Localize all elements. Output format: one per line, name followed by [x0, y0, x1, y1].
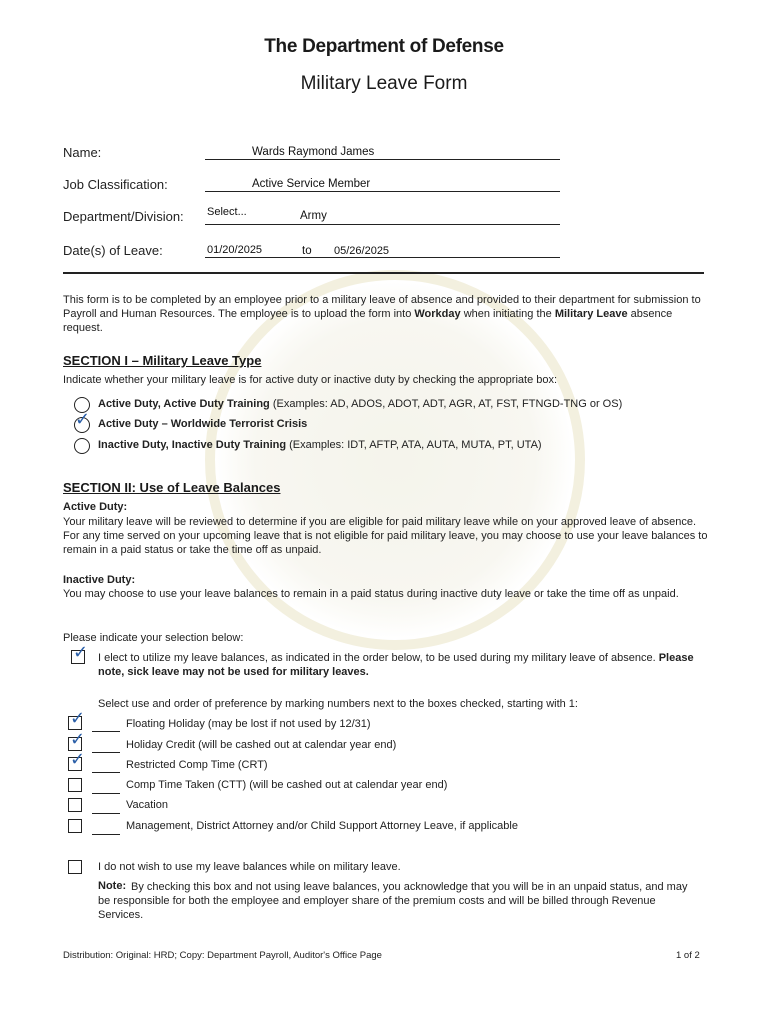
dates-field-line	[205, 257, 560, 258]
note-label: Note:	[98, 880, 127, 892]
section1-heading: SECTION I – Military Leave Type	[63, 353, 262, 368]
name-label: Name:	[63, 145, 102, 160]
header-divider	[63, 272, 704, 274]
section2-heading: SECTION II: Use of Leave Balances	[63, 480, 281, 495]
vacation-order[interactable]	[92, 813, 120, 814]
date-to-field[interactable]: 05/26/2025	[334, 245, 390, 257]
dates-label: Date(s) of Leave:	[63, 243, 163, 258]
vacation-checkbox[interactable]	[68, 798, 82, 812]
date-from-field[interactable]: 01/20/2025	[207, 244, 263, 256]
no-leave-balances-text: I do not wish to use my leave balances while on military leave.	[98, 861, 401, 873]
management-leave-order[interactable]	[92, 834, 120, 835]
checkmark-icon: ✓	[70, 749, 86, 770]
footer-page-number: 1 of 2	[676, 950, 700, 961]
restricted-comp-time-label: Restricted Comp Time (CRT)	[126, 759, 268, 771]
job-field-line	[205, 191, 560, 192]
management-leave-label: Management, District Attorney and/or Child Support Attorney Leave, if applicable	[126, 820, 518, 832]
job-label: Job Classification:	[63, 177, 168, 192]
department-label: Department/Division:	[63, 209, 184, 224]
holiday-credit-label: Holiday Credit (will be cashed out at calendar year end)	[126, 739, 397, 751]
no-leave-balances-checkbox[interactable]	[68, 860, 82, 874]
department-value[interactable]: Army	[300, 210, 327, 222]
select-use-instruction: Select use and order of preference by marking numbers next to the boxes checked, starting with 1:	[98, 698, 578, 710]
inactive-duty-text: You may choose to use your leave balances to remain in a paid status during inactive duty leave or take the time off as unpaid.	[63, 588, 679, 600]
checkmark-icon: ✓	[75, 409, 91, 430]
name-field[interactable]: Wards Raymond James	[252, 146, 375, 158]
checkmark-icon: ✓	[73, 642, 89, 663]
section1-instruction: Indicate whether your military leave is for active duty or inactive duty by checking the appropriate box:	[63, 374, 558, 386]
active-duty-text: Your military leave will be reviewed to determine if you are eligible for paid military leave while on your approved leave of absence. For any time served on your upcoming leave that is not eligible for paid military leave, you may choose to use your leave balances to remain in a paid status or take the time off as unpaid.	[63, 516, 708, 556]
form-title: Military Leave Form	[300, 73, 468, 94]
checkmark-icon: ✓	[70, 708, 86, 729]
radio-inactive-duty-training[interactable]	[74, 438, 90, 454]
footer-distribution: Distribution: Original: HRD; Copy: Department Payroll, Auditor's Office Page	[63, 950, 382, 961]
intro-paragraph: This form is to be completed by an employee prior to a military leave of absence and provided to their department for submission to Payroll and Human Resources. The employee is to upload the form into Workday when initiating the Military Leave absence request.	[63, 294, 701, 334]
comp-time-taken-checkbox[interactable]	[68, 778, 82, 792]
active-duty-heading: Active Duty:	[63, 501, 128, 513]
option-active-duty-training: Active Duty, Active Duty Training (Examples: AD, ADOS, ADOT, ADT, AGR, AT, FST, FTNGD-TNG or OS)	[98, 398, 623, 410]
management-leave-checkbox[interactable]	[68, 819, 82, 833]
department-field-line	[205, 224, 560, 225]
job-classification-field[interactable]: Active Service Member	[252, 178, 371, 190]
floating-holiday-order[interactable]	[92, 731, 120, 732]
checkmark-icon: ✓	[70, 729, 86, 750]
comp-time-taken-order[interactable]	[92, 793, 120, 794]
floating-holiday-label: Floating Holiday (may be lost if not used by 12/31)	[126, 718, 371, 730]
please-indicate: Please indicate your selection below:	[63, 632, 244, 644]
note-text: By checking this box and not using leave balances, you acknowledge that you will be in an unpaid status, and may be responsible for both the employee and employer share of the premium costs and will be billed through Revenue Services.	[98, 881, 688, 921]
inactive-duty-heading: Inactive Duty:	[63, 574, 136, 586]
department-select[interactable]: Select...	[207, 206, 247, 218]
name-field-line	[205, 159, 560, 160]
holiday-credit-order[interactable]	[92, 752, 120, 753]
comp-time-taken-label: Comp Time Taken (CTT) (will be cashed out at calendar year end)	[126, 779, 448, 791]
elect-leave-text: I elect to utilize my leave balances, as indicated in the order below, to be used during my military leave of absence. Please note, sick leave may not be used for military leaves.	[98, 652, 694, 678]
org-title: The Department of Defense	[264, 36, 504, 57]
option-inactive-duty-training: Inactive Duty, Inactive Duty Training (Examples: IDT, AFTP, ATA, AUTA, MUTA, PT, UTA)	[98, 439, 542, 451]
restricted-comp-time-order[interactable]	[92, 772, 120, 773]
vacation-label: Vacation	[126, 799, 168, 811]
option-worldwide-terrorist-crisis: Active Duty – Worldwide Terrorist Crisis	[98, 418, 308, 430]
date-to-word: to	[302, 245, 312, 257]
